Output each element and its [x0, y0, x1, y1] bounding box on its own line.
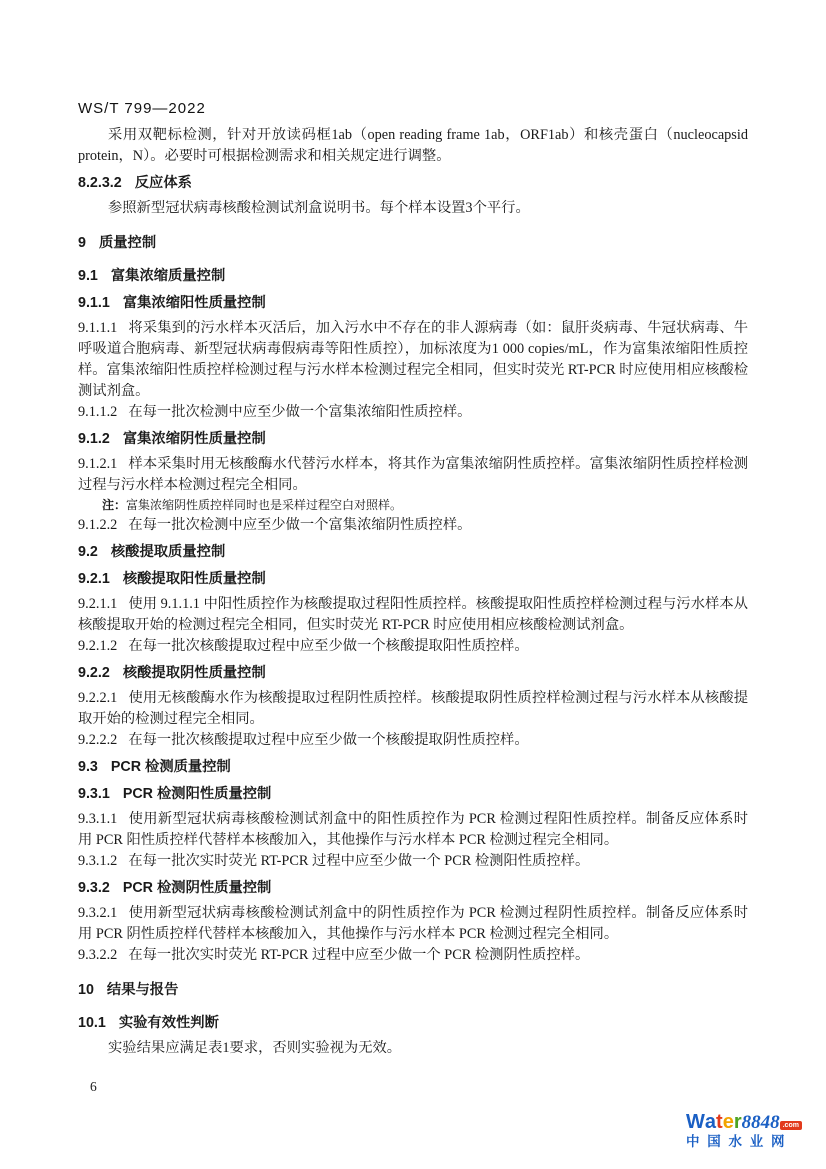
logo-letter: a [704, 1111, 717, 1133]
logo-subtitle: 中 国 水 业 网 [686, 1134, 787, 1149]
paragraph: 实验结果应满足表1要求，否则实验视为无效。 [108, 1040, 402, 1056]
section-heading: 9.3.2 PCR 检测阴性质量控制 [78, 880, 272, 896]
clause-number: 9.3.2 [78, 880, 110, 896]
clause-number: 9.1.1.1 [78, 320, 118, 336]
clause-number: 9.3.1 [78, 786, 110, 802]
clause-paragraph: 9.1.2.2 在每一批次检测中应至少做一个富集浓缩阴性质控样。 [78, 517, 472, 533]
clause-paragraph: 9.3.1.1 使用新型冠状病毒核酸检测试剂盒中的阳性质控作为 PCR 检测过程阳性质控样。制备反应体系时用 PCR 阳性质控样代替样本核酸加入，其他操作与污水样本 PCR 检测过程完全相同。 [78, 811, 748, 848]
clause-paragraph: 9.2.1.2 在每一批次核酸提取过程中应至少做一个核酸提取阳性质控样。 [78, 638, 529, 654]
clause-number: 9.2.2.2 [78, 732, 118, 748]
clause-paragraph: 9.2.2.2 在每一批次核酸提取过程中应至少做一个核酸提取阴性质控样。 [78, 732, 529, 748]
water8848-logo [686, 1112, 814, 1149]
note-label: 注： [102, 498, 127, 512]
section-heading: 9.2.2 核酸提取阴性质量控制 [78, 665, 266, 681]
clause-paragraph: 9.1.1.1 将采集到的污水样本灭活后，加入污水中不存在的非人源病毒（如：鼠肝炎病毒、牛冠状病毒、牛呼吸道合胞病毒、新型冠状病毒假病毒等阳性质控），加标浓度为1 000 copies/mL，作为富集浓缩阳性质控样。富集浓缩阳性质控样检测过程与污水样本检测过程完全相同，但实时荧光 RT-PCR 时应使用相应核酸检测试剂盒。 [78, 320, 748, 399]
section-heading: 9.3 PCR 检测质量控制 [78, 759, 231, 775]
section-heading: 9 质量控制 [78, 235, 157, 251]
logo-word-water [686, 1111, 742, 1133]
logo-letter: W [686, 1111, 705, 1133]
paragraph: 参照新型冠状病毒核酸检测试剂盒说明书。每个样本设置3个平行。 [108, 200, 530, 216]
clause-number: 9.3.1.2 [78, 853, 118, 869]
clause-number: 9.1.1.2 [78, 404, 118, 420]
clause-paragraph: 9.1.2.1 样本采集时用无核酸酶水代替污水样本，将其作为富集浓缩阴性质控样。富集浓缩阴性质控样检测过程与污水样本检测过程完全相同。 [78, 456, 748, 493]
clause-number: 9.2.1 [78, 571, 110, 587]
document-code: WS/T 799—2022 [78, 100, 206, 117]
clause-paragraph: 9.2.1.1 使用 9.1.1.1 中阳性质控作为核酸提取过程阳性质控样。核酸提取阳性质控样检测过程与污水样本从核酸提取开始的检测过程完全相同，但实时荧光 RT-PCR 时应使用相应核酸检测试剂盒。 [78, 596, 748, 633]
clause-paragraph: 9.1.1.2 在每一批次检测中应至少做一个富集浓缩阳性质控样。 [78, 404, 472, 420]
clause-number: 9.1.2 [78, 431, 110, 447]
clause-number: 8.2.3.2 [78, 175, 122, 191]
clause-number: 9.2 [78, 544, 98, 560]
clause-number: 9 [78, 235, 86, 251]
clause-number: 9.3.1.1 [78, 811, 118, 827]
logo-wordmark [686, 1112, 814, 1132]
clause-number: 9.1 [78, 268, 98, 284]
clause-number: 9.1.2.1 [78, 456, 118, 472]
section-heading: 9.2.1 核酸提取阳性质量控制 [78, 571, 266, 587]
clause-number: 9.2.2 [78, 665, 110, 681]
document-body [78, 125, 748, 1059]
logo-letter: t [716, 1111, 723, 1133]
logo-letter: e [722, 1111, 734, 1133]
clause-paragraph: 9.3.2.2 在每一批次实时荧光 RT-PCR 过程中应至少做一个 PCR 检测阴性质控样。 [78, 947, 590, 963]
section-heading: 9.1.1 富集浓缩阳性质量控制 [78, 295, 266, 311]
clause-number: 9.3.2.2 [78, 947, 118, 963]
section-heading: 9.1 富集浓缩质量控制 [78, 268, 226, 284]
clause-number: 10.1 [78, 1015, 106, 1031]
clause-number: 9.2.1.1 [78, 596, 118, 612]
clause-paragraph: 9.2.2.1 使用无核酸酶水作为核酸提取过程阴性质控样。核酸提取阴性质控样检测过程与污水样本从核酸提取开始的检测过程完全相同。 [78, 690, 748, 727]
section-heading: 10 结果与报告 [78, 982, 179, 998]
paragraph: 采用双靶标检测，针对开放读码框1ab（open reading frame 1ab，ORF1ab）和核壳蛋白（nucleocapsid protein，N）。必要时可根据检测需求和相关规定进行调整。 [78, 127, 748, 164]
clause-number: 9.2.2.1 [78, 690, 118, 706]
logo-letter: r [733, 1111, 742, 1133]
section-heading: 9.2 核酸提取质量控制 [78, 544, 226, 560]
logo-number: 8848 [741, 1112, 780, 1133]
section-heading: 9.3.1 PCR 检测阳性质量控制 [78, 786, 272, 802]
clause-number: 9.1.2.2 [78, 517, 118, 533]
section-heading: 9.1.2 富集浓缩阴性质量控制 [78, 431, 266, 447]
note: 注：富集浓缩阴性质控样同时也是采样过程空白对照样。 [102, 498, 403, 512]
clause-paragraph: 9.3.1.2 在每一批次实时荧光 RT-PCR 过程中应至少做一个 PCR 检测阳性质控样。 [78, 853, 590, 869]
clause-number: 9.1.1 [78, 295, 110, 311]
logo-domain-badge: .com [780, 1121, 802, 1130]
clause-number: 10 [78, 982, 94, 998]
section-heading: 8.2.3.2 反应体系 [78, 175, 192, 191]
clause-number: 9.3 [78, 759, 98, 775]
section-heading: 10.1 实验有效性判断 [78, 1015, 219, 1031]
clause-number: 9.2.1.2 [78, 638, 118, 654]
page-number: 6 [90, 1079, 97, 1094]
clause-number: 9.3.2.1 [78, 905, 118, 921]
clause-paragraph: 9.3.2.1 使用新型冠状病毒核酸检测试剂盒中的阴性质控作为 PCR 检测过程阴性质控样。制备反应体系时用 PCR 阴性质控样代替样本核酸加入，其他操作与污水样本 PCR 检测过程完全相同。 [78, 905, 748, 942]
